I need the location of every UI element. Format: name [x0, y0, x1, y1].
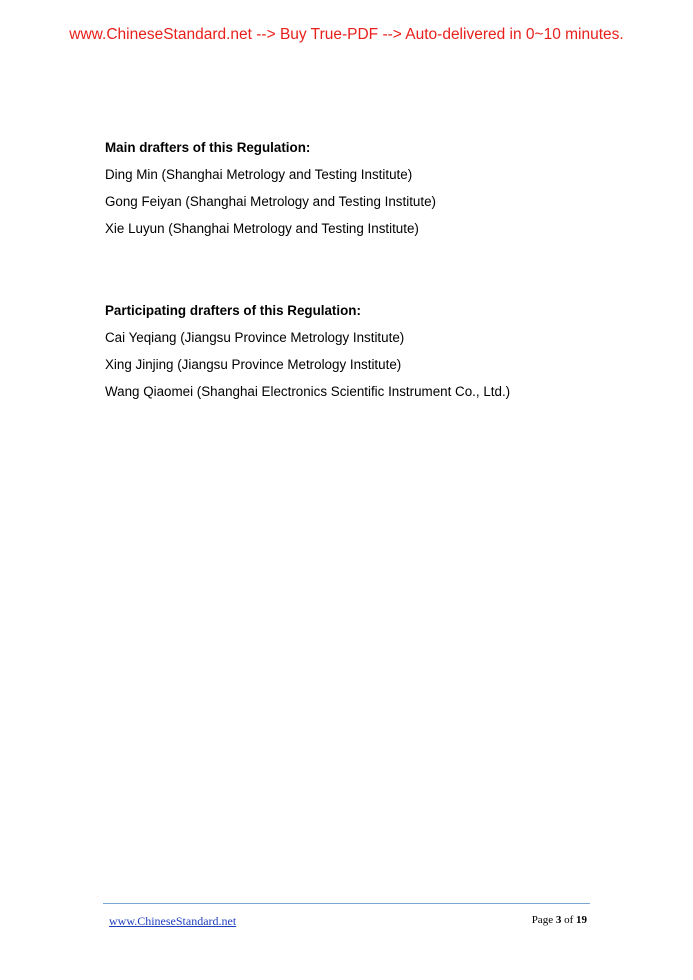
participating-drafter-item: Wang Qiaomei (Shanghai Electronics Scientific Instrument Co., Ltd.) — [105, 384, 511, 399]
page-number — [532, 914, 587, 926]
main-drafter-item: Xie Luyun (Shanghai Metrology and Testing Institute) — [105, 221, 419, 236]
main-drafter-item: Gong Feiyan (Shanghai Metrology and Testing Institute) — [105, 194, 436, 209]
main-drafters-heading: Main drafters of this Regulation: — [105, 140, 311, 155]
footer-divider — [103, 903, 590, 904]
participating-drafters-section — [105, 297, 665, 405]
page-current: 3 — [555, 914, 562, 926]
participating-drafters-heading: Participating drafters of this Regulation: — [105, 303, 361, 318]
participating-drafter-item: Cai Yeqiang (Jiangsu Province Metrology Institute) — [105, 330, 405, 345]
page-of-label: of — [564, 914, 574, 926]
page-total: 19 — [576, 914, 587, 926]
participating-drafter-item: Xing Jinjing (Jiangsu Province Metrology Institute) — [105, 357, 402, 372]
main-drafters-section — [105, 134, 665, 242]
page-label: Page — [531, 914, 554, 926]
main-drafter-item: Ding Min (Shanghai Metrology and Testing Institute) — [105, 167, 413, 182]
promo-banner[interactable]: www.ChineseStandard.net --> Buy True-PDF --> Auto-delivered in 0~10 minutes. — [69, 26, 624, 43]
footer-website-link[interactable]: www.ChineseStandard.net — [109, 914, 237, 928]
